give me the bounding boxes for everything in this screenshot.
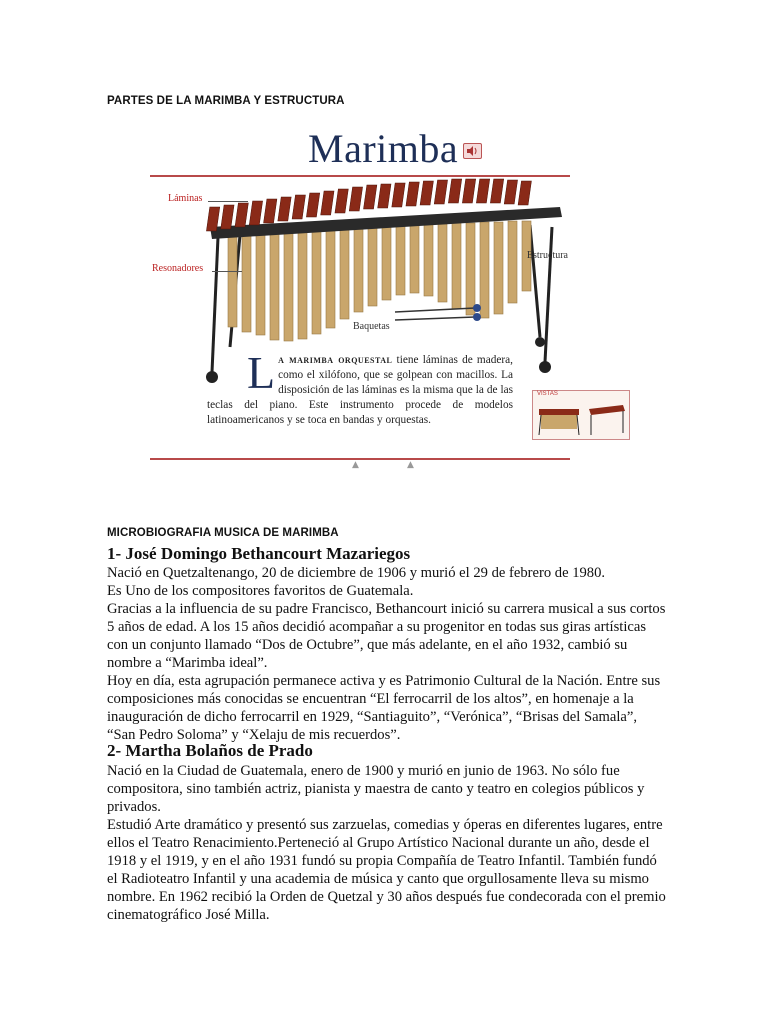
figure-bottom-rule	[150, 458, 570, 460]
section-heading-parts: PARTES DE LA MARIMBA Y ESTRUCTURA	[107, 95, 345, 107]
bio1-paragraph-2: Es Uno de los compositores favoritos de Guatemala.	[107, 583, 414, 599]
label-estructura: Estructura	[526, 250, 568, 261]
bio2-paragraph-1: Nació en la Ciudad de Guatemala, enero de 1900 y murió en junio de 1963. No sólo fue compositora, sino también actriz, pianista y maestra de canto y teatro en colegios públicos y privados.	[107, 763, 645, 815]
description-text: tiene láminas de madera, como el xilófono, que se golpean con macillos. La disposición de las láminas es la misma que la de las teclas del piano. Este instrumento procede de modelos latinoamericanos y se toca en bandas y orquestas.	[207, 354, 514, 426]
bio1-paragraph-3: Gracias a la influencia de su padre Francisco, Bethancourt inició su carrera musical a sus cortos 5 años de edad. A los 15 años decidió acompañar a su progenitor en todas sus giras artísticas con un conjunto llamado “Dos de Octubre”, que más adelante, en el año 1932, cambió su nombre a “Marimba ideal”.	[107, 601, 666, 671]
arrow-up-icon: ▲	[407, 460, 414, 470]
bio1-paragraph-4: Hoy en día, esta agrupación permanece activa y es Patrimonio Cultural de la Nación. Entre sus composiciones más conocidas se encuentran “El ferrocarril de los altos”, en homenaje a la inauguración de dicho ferrocarril en 1929, “Santiaguito”, “Verónica”, “Brisas del Samala”, “San Pedro Soloma” y “Xelaju de mis recuerdos”.	[107, 673, 661, 743]
drop-cap: L	[247, 347, 276, 398]
label-laminas: Láminas	[168, 193, 203, 204]
leader-resonadores	[212, 271, 242, 272]
bio2-title: 2- Martha Bolaños de Prado	[107, 741, 313, 760]
description-lead: a marimba orquestal	[278, 354, 393, 366]
speaker-icon[interactable]	[463, 143, 482, 159]
views-thumbnail	[532, 390, 630, 440]
views-illustration	[533, 391, 629, 439]
leader-laminas	[208, 201, 248, 202]
views-label: VISTAS	[537, 391, 558, 397]
figure-title: Marimba	[308, 126, 459, 171]
label-baquetas: Baquetas	[353, 321, 390, 332]
bio1-paragraph-1: Nació en Quetzaltenango, 20 de diciembre de 1906 y murió el 29 de febrero de 1980.	[107, 565, 606, 581]
section-heading-microbiography: MICROBIOGRAFIA MUSICA DE MARIMBA	[107, 527, 339, 539]
label-resonadores: Resonadores	[152, 263, 204, 274]
bio1-title: 1- José Domingo Bethancourt Mazariegos	[107, 544, 411, 563]
bio2-paragraph-2: Estudió Arte dramático y presentó sus zarzuelas, comedias y óperas en diferentes lugares, entre ellos el Teatro Renacimiento.Perteneció al Grupo Artístico Nacional durante un año, desde el 1918 y el 1919, y en el año 1931 fundó su propia Compañía de Teatro Infantil. También fundó el Radioteatro Infantil y una academia de música y canto que orgullosamente lleva su mismo nombre. En 1962 recibió la Orden de Quetzal y 30 años después fue condecorada con el premio cinematográfico José Milla.	[107, 817, 666, 923]
arrow-up-icon: ▲	[352, 460, 359, 470]
marimba-figure	[150, 115, 570, 480]
figure-description	[207, 347, 514, 428]
